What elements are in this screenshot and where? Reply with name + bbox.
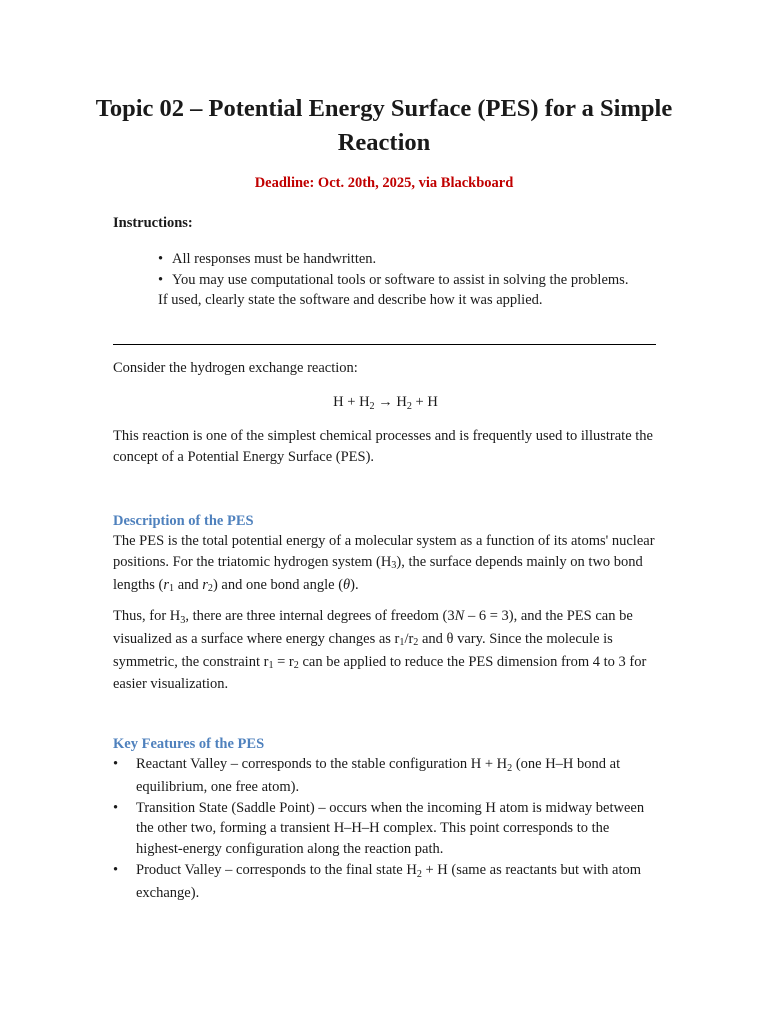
bullet-icon: • xyxy=(113,756,119,772)
instructions-label: Instructions: xyxy=(113,215,193,231)
subscript: 3 xyxy=(391,560,397,572)
horizontal-divider xyxy=(113,344,656,345)
text-run: and θ vary. Since the molecule is symmetric, the constraint r xyxy=(113,630,613,670)
subscript: 1 xyxy=(399,637,405,649)
instructions-list xyxy=(158,249,678,291)
key-features-list xyxy=(113,754,658,904)
text-run: Transition State (Saddle Point) – occurs when the incoming H atom is midway between the other two, forming a transient H–H–H complex. This point corresponds to the highest-energy configuration along the reaction path. xyxy=(136,799,645,858)
section-heading-key-features: Key Features of the PES xyxy=(113,736,265,752)
page-title: Topic 02 – Potential Energy Surface (PES) for a Simple Reaction xyxy=(95,95,673,156)
description-paragraph-1 xyxy=(113,531,658,597)
text-run: ). xyxy=(350,576,359,593)
italic-var: N xyxy=(454,608,465,624)
instruction-item xyxy=(158,270,678,291)
instruction-continuation: If used, clearly state the software and describe how it was applied. xyxy=(158,292,543,308)
intro-paragraph: Consider the hydrogen exchange reaction: xyxy=(113,360,358,376)
list-item xyxy=(113,798,658,860)
italic-var: θ xyxy=(343,576,351,593)
subscript: 3 xyxy=(180,614,186,626)
subscript: 2 xyxy=(416,868,422,880)
subscript: 2 xyxy=(413,637,419,649)
section-heading-description: Description of the PES xyxy=(113,513,254,529)
italic-var: r xyxy=(202,576,208,593)
equation-rhs: + H xyxy=(411,394,438,410)
text-run: + H (same as reactants but with atom exchange). xyxy=(136,861,642,901)
subscript: 2 xyxy=(207,583,213,595)
list-item xyxy=(113,860,658,904)
subscript: 1 xyxy=(268,660,274,672)
subscript: 2 xyxy=(369,400,375,412)
subscript: 2 xyxy=(406,400,412,412)
subscript: 2 xyxy=(293,660,299,672)
text-run: and xyxy=(174,576,203,593)
text-run: = r xyxy=(273,653,294,670)
text-run: – 6 = 3), and the PES can be visualized as a surface where energy changes as r xyxy=(113,608,633,647)
subscript: 1 xyxy=(169,583,175,595)
list-item xyxy=(113,754,658,798)
bullet-icon: • xyxy=(113,861,119,878)
text-run: can be applied to reduce the PES dimension from 4 to 3 for easier visualization. xyxy=(113,653,647,693)
reaction-paragraph: This reaction is one of the simplest chemical processes and is frequently used to illustrate the concept of a Potential Energy Surface (PES). xyxy=(113,428,653,465)
text-run: Reactant Valley – corresponds to the stable configuration H + H xyxy=(136,756,508,772)
text-run: The PES is the total potential energy of a molecular system as a function of its atoms' nuclear positions. For the triatomic hydrogen system (H xyxy=(113,533,655,570)
equation-arrow: → H xyxy=(374,394,407,410)
equation-lhs: H + H xyxy=(333,394,370,410)
text-run: , there are three internal degrees of freedom (3 xyxy=(185,608,455,624)
bullet-icon: • xyxy=(158,251,164,267)
bullet-icon: • xyxy=(158,271,164,288)
deadline-notice: Deadline: Oct. 20th, 2025, via Blackboard xyxy=(254,175,514,191)
text-run: Thus, for H xyxy=(113,608,181,624)
text-run: ), the surface depends mainly on two bond lengths ( xyxy=(113,553,643,593)
subscript: 2 xyxy=(507,762,513,774)
bullet-icon: • xyxy=(113,799,119,816)
text-run: ) and one bond angle ( xyxy=(212,576,344,593)
instruction-text: You may use computational tools or software to assist in solving the problems. xyxy=(172,271,629,288)
text-run: Product Valley – corresponds to the final state H xyxy=(136,861,417,878)
instruction-item xyxy=(158,249,678,270)
text-run: (one H–H bond at equilibrium, one free atom). xyxy=(136,756,621,795)
description-paragraph-2 xyxy=(113,606,658,695)
italic-var: r xyxy=(163,576,169,593)
instruction-text: All responses must be handwritten. xyxy=(172,251,377,267)
text-run: /r xyxy=(404,630,414,647)
reaction-equation xyxy=(113,392,658,415)
